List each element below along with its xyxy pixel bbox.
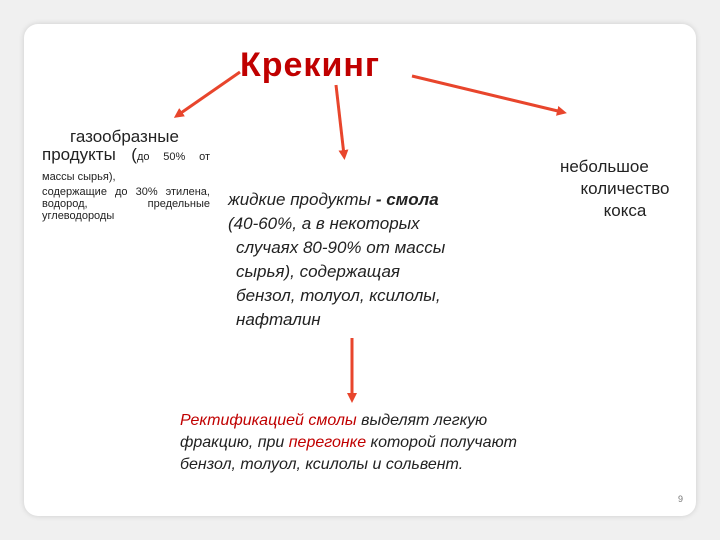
rectification-text-2: которой получают бензол, толуол, ксилолы и сольвент. (180, 434, 517, 473)
liquid-resin: смола (386, 190, 439, 209)
gas-products-composition: содержащие до 30% этилена, водород, предельные углеводороды (42, 186, 210, 222)
page-number: 9 (678, 494, 684, 504)
coke-block (560, 156, 690, 222)
liquid-products-label: жидкие продукты (228, 190, 372, 209)
slide-title: Крекинг (240, 46, 381, 84)
arrow-to-liquid (336, 85, 344, 155)
liquid-line-2: (40-60%, а в некоторых (228, 214, 420, 233)
gas-products-heading (42, 128, 210, 186)
coke-line-3: кокса (603, 201, 647, 220)
liquid-line-5: бензол, толуол, ксилолы, (236, 286, 441, 305)
liquid-products-block (228, 188, 500, 332)
rectification-text-1: выделят легкую фракцию, при (180, 412, 488, 451)
coke-line-2: количество (580, 179, 670, 198)
gas-products-label: газообразные продукты (42, 127, 179, 164)
rectification-block (180, 410, 520, 476)
liquid-line-3: случаях 80-90% от массы (236, 238, 446, 257)
gas-products-block (42, 128, 210, 222)
liquid-line-6: нафталин (236, 310, 321, 329)
distillation-highlight: перегонке (288, 434, 367, 451)
liquid-line-4: сырья), содержащая (236, 262, 401, 281)
gas-paren: ( (131, 145, 137, 164)
liquid-dash: - (375, 190, 387, 209)
arrow-to-gas (178, 72, 240, 115)
rectification-highlight: Ректификацией смолы (180, 412, 357, 429)
arrow-to-coke (412, 76, 562, 112)
gas-share: до 50% от массы сырья), (42, 151, 210, 183)
coke-line-1: небольшое (560, 157, 649, 176)
